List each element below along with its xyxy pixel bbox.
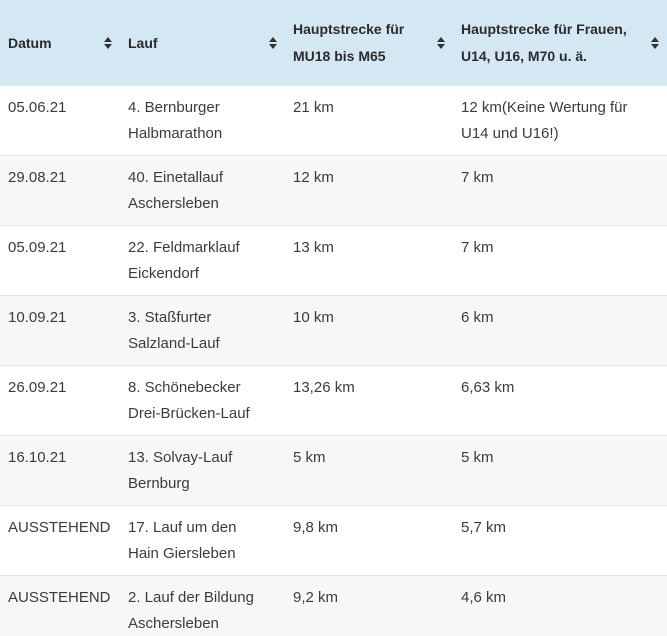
cell-strecke-mu18: 9,8 km [285, 506, 453, 576]
cell-strecke-mu18: 13 km [285, 226, 453, 296]
table-body [0, 86, 667, 636]
cell-lauf: 8. Schönebecker Drei-Brücken-Lauf [120, 366, 285, 436]
cell-strecke-frauen: 5,7 km [453, 506, 667, 576]
cell-datum: 26.09.21 [0, 366, 120, 436]
table-row [0, 506, 667, 576]
cell-datum: 05.06.21 [8, 99, 67, 116]
cell-datum: 10.09.21 [0, 296, 120, 366]
cell-datum: 05.09.21 [0, 226, 120, 296]
column-header-hauptstrecke-mu18[interactable] [285, 0, 453, 86]
cell-strecke-frauen: 7 km [453, 156, 667, 226]
cell-datum: 29.08.21 [0, 156, 120, 226]
cell-strecke-frauen: 7 km [453, 226, 667, 296]
cell-strecke-mu18: 10 km [285, 296, 453, 366]
cell-lauf: 40. Einetallauf Aschersleben [120, 156, 285, 226]
cell-lauf: 2. Lauf der Bildung Aschersleben [120, 576, 285, 636]
sort-arrows-icon[interactable] [649, 35, 661, 51]
table-row [0, 156, 667, 226]
sort-arrows-icon[interactable] [267, 35, 279, 51]
table-row [0, 226, 667, 296]
cell-lauf: 22. Feldmarklauf Eickendorf [120, 226, 285, 296]
table-row [0, 366, 667, 436]
cell-strecke-mu18: 5 km [285, 436, 453, 506]
cell-datum: 16.10.21 [0, 436, 120, 506]
table-row [0, 86, 667, 156]
sort-arrows-icon[interactable] [102, 35, 114, 51]
column-header-hauptstrecke-frauen[interactable] [453, 0, 667, 86]
cell-strecke-frauen: 12 km(Keine Wertung für U14 und U16!) [461, 99, 628, 142]
column-header-datum[interactable] [0, 0, 120, 86]
cell-datum: AUSSTEHEND [0, 576, 120, 636]
cell-strecke-frauen: 6,63 km [453, 366, 667, 436]
column-header-label: Hauptstrecke für Frauen, U14, U16, M70 u. ä. [461, 21, 627, 64]
table-row [0, 576, 667, 636]
cell-lauf: 3. Staßfurter Salzland-Lauf [120, 296, 285, 366]
cell-strecke-frauen: 4,6 km [453, 576, 667, 636]
column-header-label: Datum [8, 34, 52, 51]
cell-strecke-frauen: 5 km [453, 436, 667, 506]
cell-lauf: 13. Solvay-Lauf Bernburg [120, 436, 285, 506]
column-header-label: Lauf [128, 34, 158, 51]
cell-strecke-mu18: 9,2 km [285, 576, 453, 636]
column-header-lauf[interactable] [120, 0, 285, 86]
table-row [0, 296, 667, 366]
sort-arrows-icon[interactable] [435, 35, 447, 51]
cell-strecke-mu18: 12 km [285, 156, 453, 226]
cell-lauf: 17. Lauf um den Hain Giersleben [120, 506, 285, 576]
table-row [0, 436, 667, 506]
cell-strecke-frauen: 6 km [453, 296, 667, 366]
cell-lauf: 4. Bernburger Halbmarathon [128, 99, 223, 142]
cell-strecke-mu18: 13,26 km [285, 366, 453, 436]
table-header [0, 0, 667, 86]
cell-datum: AUSSTEHEND [0, 506, 120, 576]
column-header-label: Hauptstrecke für MU18 bis M65 [293, 21, 405, 64]
header-row [0, 0, 667, 86]
cell-strecke-mu18: 21 km [293, 99, 334, 116]
